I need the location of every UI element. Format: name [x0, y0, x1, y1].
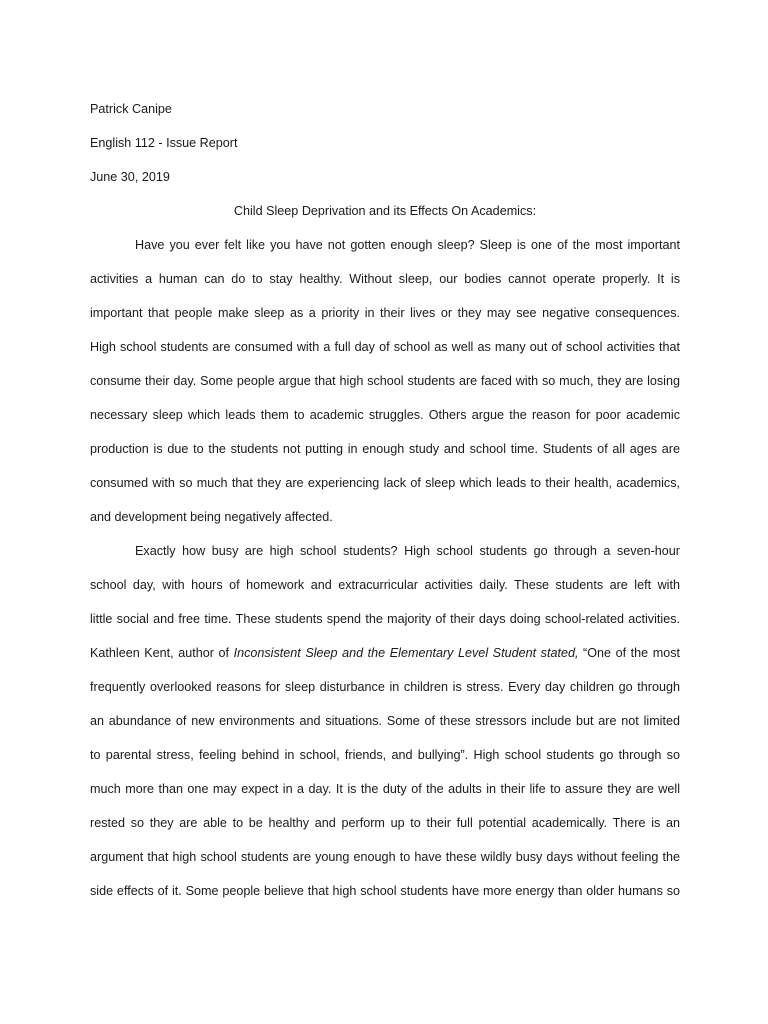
paragraph-2: [90, 534, 680, 908]
paragraph-line: argument that high school students are young enough to have these wildly busy days without feeling the: [90, 850, 680, 864]
paragraph-line: school day, with hours of homework and extracurricular activities daily. These students are left with: [90, 578, 680, 592]
paragraph-line: Exactly how busy are high school students? High school students go through a seven-hour: [135, 544, 680, 558]
paragraph-line: and development being negatively affected.: [90, 510, 333, 524]
paragraph-line: activities a human can do to stay healthy. Without sleep, our bodies cannot operate properly. It is: [90, 272, 680, 286]
paragraph-line: to parental stress, feeling behind in school, friends, and bullying”. High school students go through so: [90, 748, 680, 762]
paragraph-line: consumed with so much that they are experiencing lack of sleep which leads to their health, academics,: [90, 476, 680, 490]
paragraph-line: frequently overlooked reasons for sleep disturbance in children is stress. Every day children go through: [90, 680, 680, 694]
quote-start-text: “One of the most: [578, 646, 680, 660]
paragraph-line-citation: [90, 636, 680, 670]
paragraph-line: much more than one may expect in a day. It is the duty of the adults in their life to assure they are well: [90, 782, 680, 796]
paragraph-line: important that people make sleep as a priority in their lives or they may see negative consequences.: [90, 306, 680, 320]
paragraph-line: an abundance of new environments and situations. Some of these stressors include but are not limited: [90, 714, 680, 728]
paragraph-line: production is due to the students not putting in enough study and school time. Students of all ages are: [90, 442, 680, 456]
paragraph-line: little social and free time. These students spend the majority of their days doing school-related activities.: [90, 612, 680, 626]
author-name: Patrick Canipe: [90, 102, 172, 116]
cited-work-title: Inconsistent Sleep and the Elementary Level Student stated,: [233, 646, 579, 660]
paragraph-line: side effects of it. Some people believe that high school students have more energy than older humans so: [90, 884, 680, 898]
citation-author-text: Kathleen Kent, author of: [90, 646, 234, 660]
paragraph-1: [90, 228, 680, 534]
paragraph-line: High school students are consumed with a full day of school as well as many out of school activities that: [90, 340, 680, 354]
document-date: June 30, 2019: [90, 170, 170, 184]
paragraph-line: consume their day. Some people argue that high school students are faced with so much, they are losing: [90, 374, 680, 388]
document-title: Child Sleep Deprivation and its Effects On Academics:: [233, 204, 537, 218]
paragraph-line: Have you ever felt like you have not gotten enough sleep? Sleep is one of the most important: [135, 238, 680, 252]
paragraph-line: necessary sleep which leads them to academic struggles. Others argue the reason for poor academic: [90, 408, 680, 422]
course-name: English 112 - Issue Report: [90, 136, 238, 150]
paragraph-line: rested so they are able to be healthy and perform up to their full potential academically. There is an: [90, 816, 680, 830]
